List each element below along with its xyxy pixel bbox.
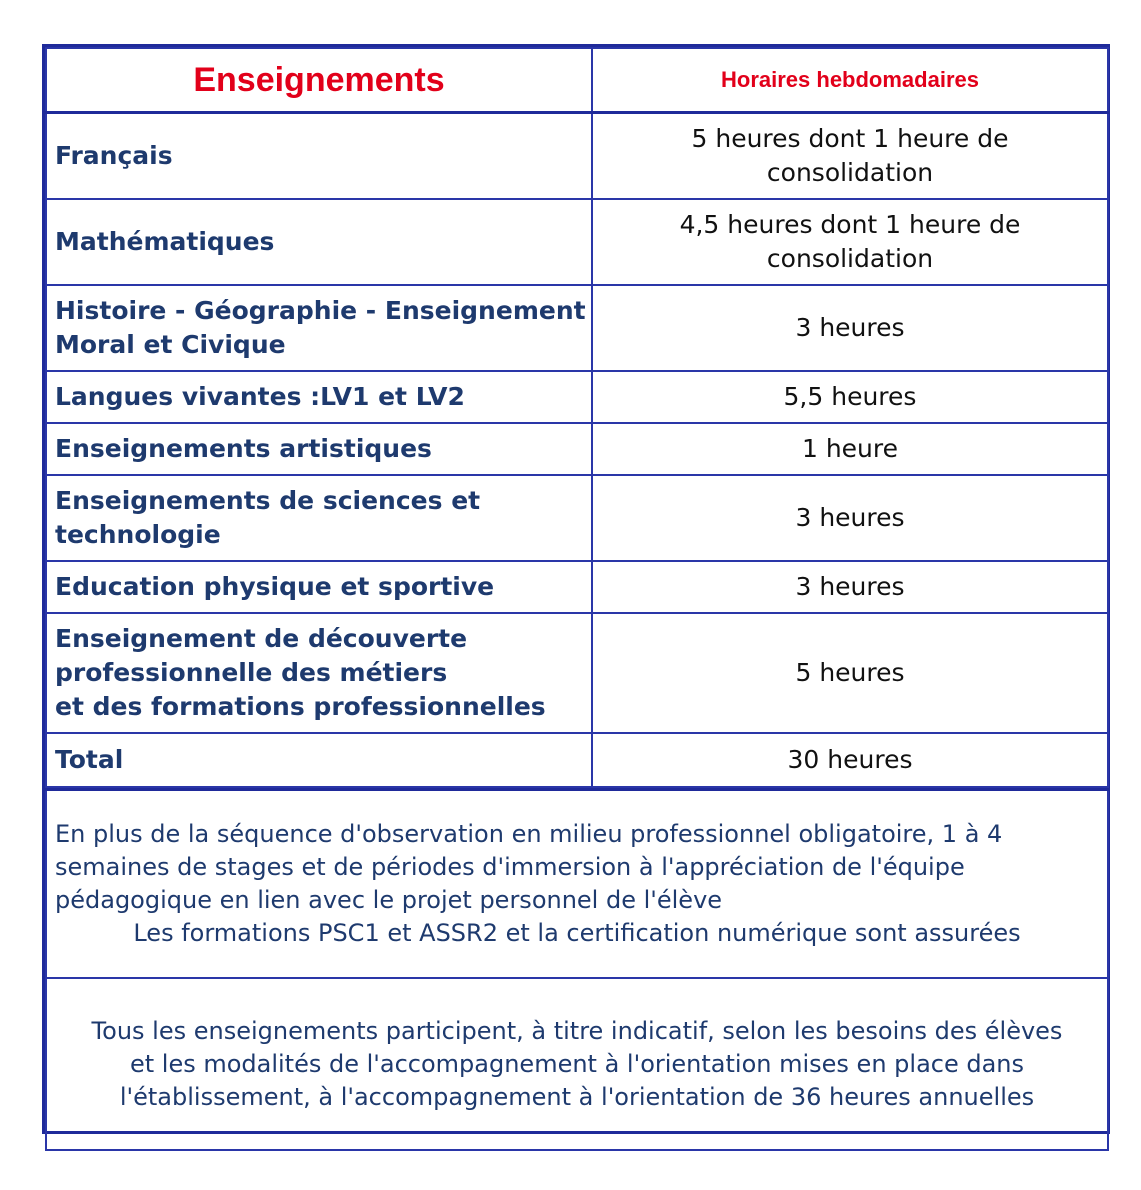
note2-line: Tous les enseignements participent, à titre indicatif, selon les besoins des élèves <box>91 1016 1063 1045</box>
subject-cell <box>46 285 592 371</box>
hours-cell <box>592 199 1108 285</box>
note2-row <box>46 978 1108 1150</box>
subject-line: et des formations professionnelles <box>55 692 546 721</box>
subject-line: Enseignements de sciences et <box>55 486 481 515</box>
subject-row <box>46 423 1108 475</box>
subject-cell <box>46 113 592 200</box>
subject-line: Français <box>55 141 173 170</box>
subject-line: Total <box>55 745 124 774</box>
hours-cell <box>592 561 1108 613</box>
header-enseignements: Enseignements <box>46 48 592 113</box>
hours-cell <box>592 733 1108 787</box>
hours-cell <box>592 113 1108 200</box>
header-horaires: Horaires hebdomadaires <box>592 48 1108 113</box>
subject-line: Enseignement de découverte <box>55 624 468 653</box>
note1-centered-line: Les formations PSC1 et ASSR2 et la certification numérique sont assurées <box>133 919 1021 947</box>
hours-line: 3 heures <box>795 503 905 532</box>
subject-line: technologie <box>55 520 221 549</box>
schedule-frame <box>42 44 1110 1134</box>
subject-line: Moral et Civique <box>55 330 286 359</box>
schedule-table <box>45 47 1109 788</box>
subject-cell <box>46 475 592 561</box>
note1-line: pédagogique en lien avec le projet personnel de l'élève <box>55 886 723 914</box>
subject-row <box>46 561 1108 613</box>
hours-line: 1 heure <box>801 434 899 463</box>
subject-cell <box>46 371 592 423</box>
subject-row <box>46 113 1108 200</box>
subject-cell <box>46 561 592 613</box>
subject-row <box>46 285 1108 371</box>
subject-line: Enseignements artistiques <box>55 434 432 463</box>
hours-cell <box>592 613 1108 733</box>
note2-text <box>47 1015 1107 1114</box>
hours-line: 3 heures <box>795 313 905 342</box>
hours-line: 3 heures <box>795 572 905 601</box>
note2-cell <box>46 978 1108 1150</box>
subject-row <box>46 733 1108 787</box>
note1-cell <box>46 790 1108 979</box>
note1-text <box>47 818 1107 917</box>
subject-cell <box>46 199 592 285</box>
hours-line: 5 heures dont 1 heure de <box>691 124 1009 153</box>
subject-row <box>46 199 1108 285</box>
subject-line: Langues vivantes :LV1 et LV2 <box>55 382 465 411</box>
hours-line: 5 heures <box>795 658 905 687</box>
subject-line: Education physique et sportive <box>55 572 495 601</box>
hours-cell <box>592 423 1108 475</box>
header-row <box>46 48 1108 113</box>
subject-row <box>46 475 1108 561</box>
subject-line: Mathématiques <box>55 227 275 256</box>
subject-cell <box>46 423 592 475</box>
hours-line: 30 heures <box>787 745 913 774</box>
hours-cell <box>592 475 1108 561</box>
note2-line: l'établissement, à l'accompagnement à l'orientation de 36 heures annuelles <box>119 1082 1035 1111</box>
note1-line: En plus de la séquence d'observation en milieu professionnel obligatoire, 1 à 4 <box>55 820 1003 848</box>
note1-row <box>46 790 1108 979</box>
hours-cell <box>592 371 1108 423</box>
note1-line: semaines de stages et de périodes d'immersion à l'appréciation de l'équipe <box>55 853 965 881</box>
hours-line: consolidation <box>766 244 934 273</box>
note2-line: et les modalités de l'accompagnement à l'orientation mises en place dans <box>129 1049 1025 1078</box>
notes-table <box>45 788 1109 1151</box>
hours-line: 4,5 heures dont 1 heure de <box>679 210 1021 239</box>
subject-row <box>46 613 1108 733</box>
hours-line: 5,5 heures <box>783 382 917 411</box>
hours-cell <box>592 285 1108 371</box>
subject-cell <box>46 733 592 787</box>
subject-line: Histoire - Géographie - Enseignement <box>55 296 586 325</box>
hours-line: consolidation <box>766 158 934 187</box>
subject-cell <box>46 613 592 733</box>
subject-row <box>46 371 1108 423</box>
subject-line: professionnelle des métiers <box>55 658 448 687</box>
